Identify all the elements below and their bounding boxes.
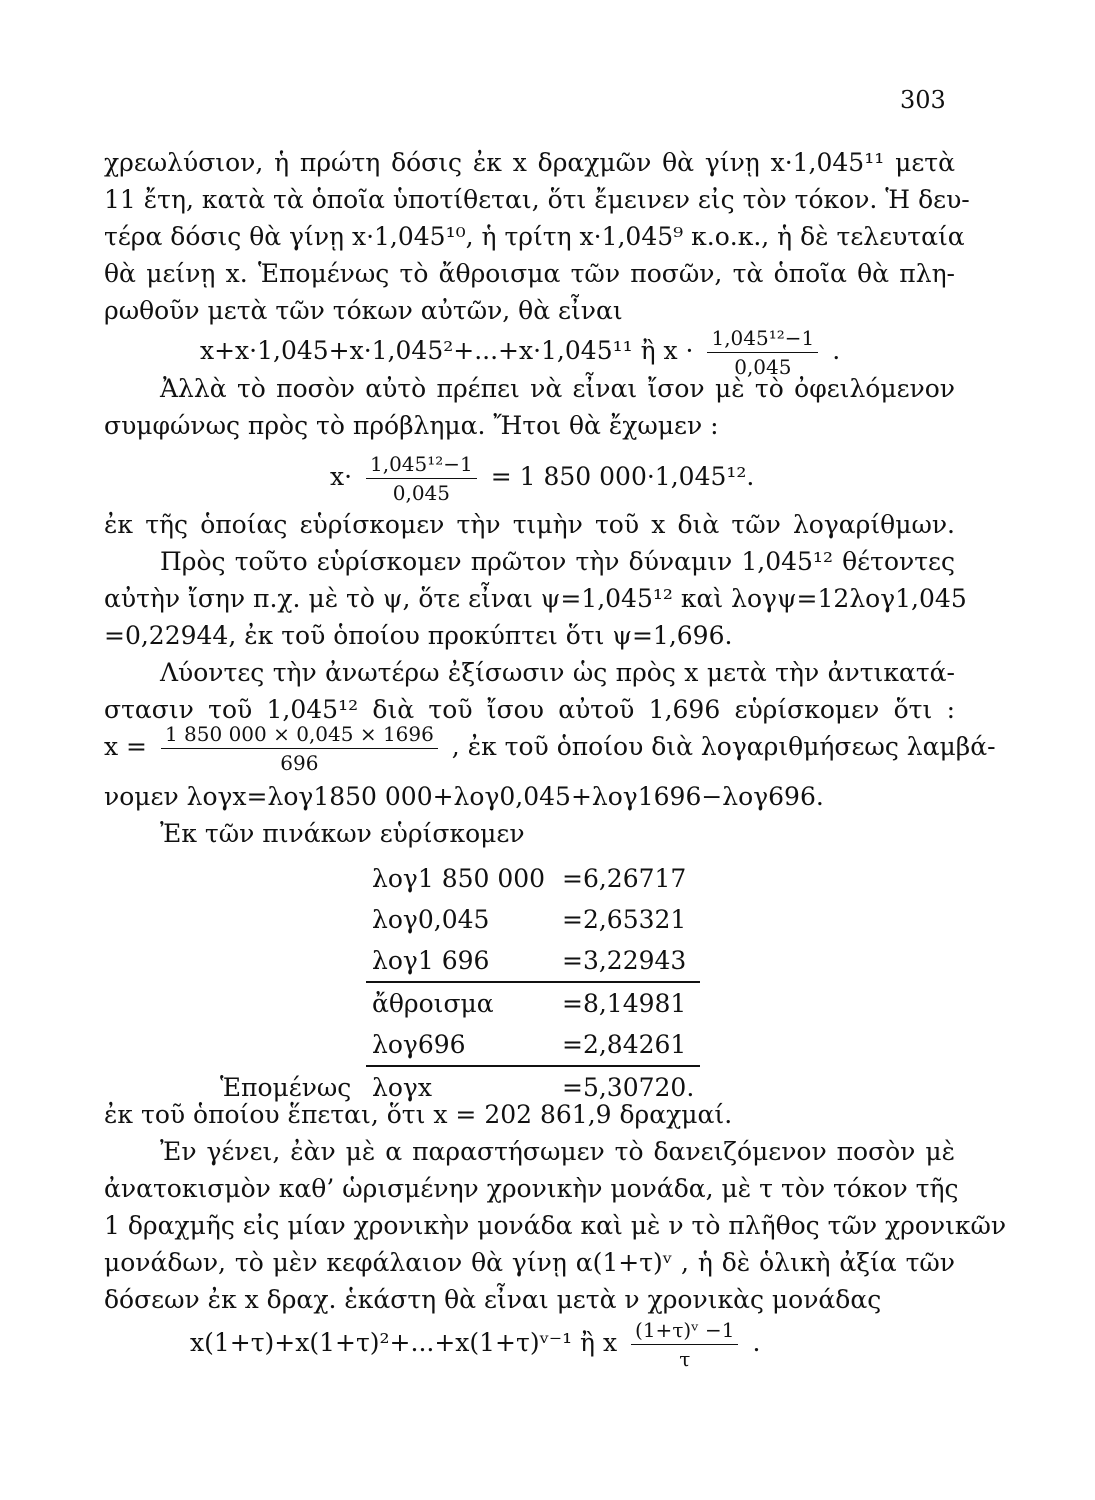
logarithm-table	[214, 858, 700, 1108]
text-line: στασιν τοῦ 1,045¹² διὰ τοῦ ἴσου αὐτοῦ 1,696 εὑρίσκομεν ὅτι :	[104, 695, 955, 724]
equation-left: x(1+τ)+x(1+τ)²+...+x(1+τ)ᵛ⁻¹ ἢ x	[190, 1328, 618, 1357]
text-line: νομεν λογx=λογ1850 000+λογ0,045+λογ1696−λογ696.	[104, 782, 824, 811]
fraction-denominator: 0,045	[392, 481, 451, 505]
log-term: λογ696	[372, 1030, 466, 1059]
equation-end: .	[752, 1328, 761, 1357]
text-line: 11 ἔτη, κατὰ τὰ ὁποῖα ὑποτίθεται, ὅτι ἔμεινεν εἰς τὸν τόκον. Ἡ δευ-	[104, 185, 970, 214]
text-line: ἀνατοκισμὸν καθ’ ὡρισμένην χρονικὴν μονάδα, μὲ τ τὸν τόκον τῆς	[104, 1174, 959, 1203]
table-row	[214, 1024, 700, 1066]
row-label	[214, 858, 366, 899]
table-row	[214, 940, 700, 982]
text-line: 1 δραχμῆς εἰς μίαν χρονικὴν μονάδα καὶ μὲ ν τὸ πλῆθος τῶν χρονικῶν	[104, 1211, 1007, 1240]
text-line: ἐκ τοῦ ὁποίου ἕπεται, ὅτι x = 202 861,9 δραχμαί.	[104, 1100, 733, 1129]
log-term: λογ1 850 000	[372, 864, 546, 893]
table-row	[214, 858, 700, 899]
log-value: =6,26717	[562, 864, 687, 893]
fraction	[631, 1318, 738, 1371]
equation-left: x+x·1,045+x·1,045²+...+x·1,045¹¹ ἢ x ·	[200, 336, 694, 365]
fraction-denominator: 696	[280, 751, 319, 775]
fraction	[366, 452, 477, 505]
equation-left: x =	[104, 732, 147, 761]
text-line: Ἐν γένει, ἐὰν μὲ α παραστήσωμεν τὸ δανειζόμενον ποσὸν μὲ	[160, 1137, 955, 1166]
fraction-numerator: 1 850 000 × 0,045 × 1696	[161, 722, 438, 749]
log-value: =2,84261	[562, 1030, 687, 1059]
fraction-denominator: τ	[679, 1347, 691, 1371]
log-value: =8,14981	[556, 982, 700, 1024]
text-line: τέρα δόσις θὰ γίνῃ x·1,045¹⁰, ἡ τρίτη x·1,045⁹ κ.ο.κ., ἡ δὲ τελευταία	[104, 222, 965, 251]
equation-right: , ἐκ τοῦ ὁποίου διὰ λογαριθμήσεως λαμβά-	[451, 732, 996, 761]
equation-x-solution	[104, 722, 996, 775]
equation-end: .	[832, 336, 841, 365]
page-number: 303	[900, 86, 946, 114]
text-line: συμφώνως πρὸς τὸ πρόβλημα. Ἤτοι θὰ ἔχωμεν :	[104, 411, 719, 440]
text-line: δόσεων ἐκ x δραχ. ἑκάστη θὰ εἶναι μετὰ ν χρονικὰς μονάδας	[104, 1285, 882, 1314]
equation-general-sum	[190, 1318, 760, 1371]
equation-right: = 1 850 000·1,045¹².	[490, 462, 755, 491]
fraction	[161, 722, 438, 775]
log-term: λογx	[366, 1066, 556, 1108]
equation-left: x·	[330, 462, 353, 491]
text-line: =0,22944, ἐκ τοῦ ὁποίου προκύπτει ὅτι ψ=1,696.	[104, 621, 733, 650]
log-value: =5,30720.	[556, 1066, 700, 1108]
row-label	[214, 899, 366, 940]
row-label: Ἑπομένως	[220, 1072, 352, 1102]
text-line: μονάδων, τὸ μὲν κεφάλαιον θὰ γίνῃ α(1+τ)ᵛ , ἡ δὲ ὁλικὴ ἀξία τῶν	[104, 1248, 955, 1277]
fraction-numerator: (1+τ)ᵛ −1	[631, 1318, 738, 1345]
table-row	[214, 982, 700, 1024]
text-line: ρωθοῦν μετὰ τῶν τόκων αὐτῶν, θὰ εἶναι	[104, 296, 623, 325]
equation-loan-balance	[330, 452, 754, 505]
log-term: λογ1 696	[372, 946, 490, 975]
log-value: =2,65321	[562, 905, 687, 934]
row-label	[214, 940, 366, 982]
text-line: ἐκ τῆς ὁποίας εὑρίσκομεν τὴν τιμὴν τοῦ x διὰ τῶν λογαρίθμων.	[104, 510, 955, 539]
fraction-numerator: 1,045¹²−1	[707, 326, 818, 353]
log-term: λογ0,045	[372, 905, 490, 934]
row-label	[214, 982, 366, 1024]
fraction	[707, 326, 818, 379]
fraction-numerator: 1,045¹²−1	[366, 452, 477, 479]
equation-sum-series	[200, 326, 840, 379]
log-term: ἄθροισμα	[366, 982, 556, 1024]
text-line: Λύοντες τὴν ἀνωτέρω ἐξίσωσιν ὡς πρὸς x μετὰ τὴν ἀντικατά-	[160, 658, 955, 687]
log-value: =3,22943	[562, 946, 687, 975]
text-line: Πρὸς τοῦτο εὑρίσκομεν πρῶτον τὴν δύναμιν 1,045¹² θέτοντες	[160, 547, 955, 576]
text-line: Ἀλλὰ τὸ ποσὸν αὐτὸ πρέπει νὰ εἶναι ἴσον μὲ τὸ ὀφειλόμενον	[160, 374, 955, 403]
text-line: αὐτὴν ἴσην π.χ. μὲ τὸ ψ, ὅτε εἶναι ψ=1,045¹² καὶ λογψ=12λογ1,045	[104, 584, 967, 613]
text-line: χρεωλύσιον, ἡ πρώτη δόσις ἐκ x δραχμῶν θὰ γίνῃ x·1,045¹¹ μετὰ	[104, 148, 955, 177]
text-line: θὰ μείνῃ x. Ἑπομένως τὸ ἄθροισμα τῶν ποσῶν, τὰ ὁποῖα θὰ πλη-	[104, 259, 955, 288]
table-row	[214, 899, 700, 940]
fraction-denominator: 0,045	[734, 355, 792, 379]
text-line: Ἐκ τῶν πινάκων εὑρίσκομεν	[160, 819, 525, 848]
row-label	[214, 1024, 366, 1066]
